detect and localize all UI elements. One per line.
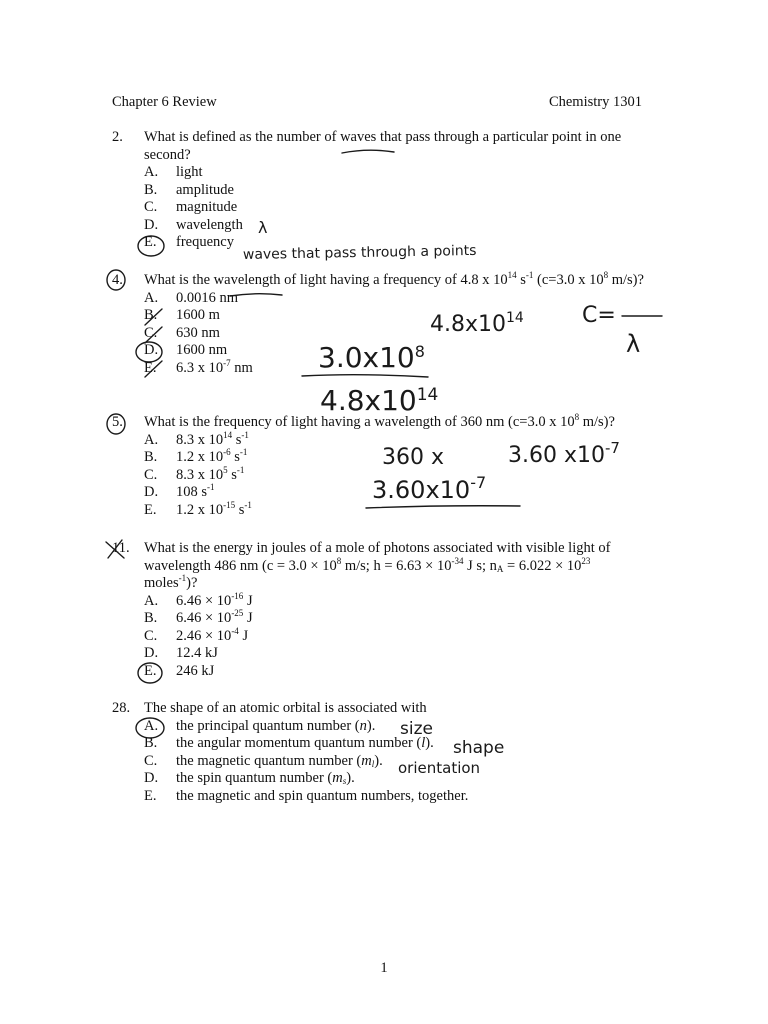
question-number: 11. — [112, 540, 130, 556]
handwritten-note: waves that pass through a points — [242, 242, 477, 263]
option-a: A. 0.0016 nm — [144, 289, 239, 306]
option-e: E. frequency — [144, 234, 234, 251]
options-list — [144, 718, 648, 806]
option-c: C. 8.3 x $10^5$ $s^{-1}$ — [144, 464, 245, 483]
option-b: B. amplitude — [144, 181, 234, 198]
handwritten-360: 360 x — [382, 445, 445, 470]
options-list — [144, 429, 648, 520]
question-text: What is the wavelength of light having a frequency of 4.8 x $10^{14}$ $s^{-1}$ (c=3.0 x $10^8$ m/s)? — [144, 270, 644, 288]
options-list — [144, 290, 648, 378]
option-a: A. the principal quantum number (n). — [144, 717, 376, 734]
question-text: The shape of an atomic orbital is associated with — [144, 700, 427, 716]
option-d: D. 1600 nm — [144, 342, 228, 359]
question-text: What is the energy in joules of a mole of photons associated with visible light of wavelength 486 nm ($c = 3.0 \times 10^8$ m/s; $h = 6.63 \times 10^{-34}$ J s; $n_A = 6.022 \times 10^{23}$ moles$^{-1}$)? — [144, 540, 611, 591]
handwritten-c-equals: C= — [582, 303, 616, 328]
handwritten-conversion: 3.60 $x10^{-7}$ — [508, 439, 620, 468]
option-b: B. the angular momentum quantum number (l). — [144, 735, 434, 752]
option-b: B. $6.46 \times 10^{-25}$ J — [144, 608, 253, 627]
handwritten-size: size — [400, 719, 433, 739]
question-4 — [112, 272, 648, 377]
header-chapter: Chapter 6 Review — [112, 94, 217, 110]
handwritten-frequency: $4.8x10^{14}$ — [430, 310, 524, 337]
options-list — [144, 164, 648, 252]
option-e: E. 6.3 x $10^{-7}$ nm — [144, 357, 253, 376]
question-number: 4. — [112, 272, 123, 288]
question-text: What is the frequency of light having a wavelength of 360 nm (c=3.0 x $10^8$ m/s)? — [144, 412, 615, 430]
question-11 — [112, 540, 648, 680]
header-course: Chemistry 1301 — [548, 94, 642, 110]
question-text: What is defined as the number of waves that pass through a particular point in one second? — [144, 129, 622, 163]
option-e: E. 246 kJ — [144, 662, 215, 679]
handwritten-lambda: λ — [258, 218, 268, 237]
option-e: E. the magnetic and spin quantum numbers, together. — [144, 787, 469, 804]
option-e: E. 1.2 x $10^{-15}$ $s^{-1}$ — [144, 499, 252, 518]
option-d: D. wavelength — [144, 216, 243, 233]
handwritten-orientation: orientation — [398, 759, 481, 777]
option-a: A. light — [144, 164, 203, 180]
option-c: C. 630 nm — [144, 324, 220, 341]
question-2 — [112, 129, 648, 252]
option-a: A. $6.46 \times 10^{-16}$ J — [144, 590, 253, 609]
option-c: C. magnitude — [144, 199, 238, 216]
question-number: 2. — [112, 129, 123, 145]
options-list — [144, 590, 648, 681]
question-28 — [112, 700, 648, 805]
handwritten-shape: shape — [453, 738, 505, 758]
question-number: 28. — [112, 700, 131, 716]
option-d: D. 12.4 kJ — [144, 645, 218, 662]
handwritten-conversion: $3.60x10^{-7}$ — [372, 473, 487, 504]
handwritten-numerator: $3.0x10^8$ — [318, 341, 425, 374]
option-b: B. 1.2 x $10^{-6}$ $s^{-1}$ — [144, 447, 248, 466]
page-number: 1 — [380, 960, 388, 976]
option-a: A. 8.3 x $10^{14}$ $s^{-1}$ — [144, 429, 249, 448]
option-c: C. $2.46 \times 10^{-4}$ J — [144, 625, 249, 644]
option-b: B. 1600 m — [144, 307, 220, 324]
question-number: 5. — [112, 414, 123, 430]
option-d: D. 108 $s^{-1}$ — [144, 482, 215, 501]
handwritten-lambda: λ — [626, 330, 641, 358]
handwritten-denominator: $4.8x10^{14}$ — [320, 384, 439, 417]
option-c: C. the magnetic quantum number $(m_l)$. — [144, 752, 383, 769]
option-d: D. the spin quantum number $(m_s)$. — [144, 770, 355, 787]
question-5 — [112, 414, 648, 519]
